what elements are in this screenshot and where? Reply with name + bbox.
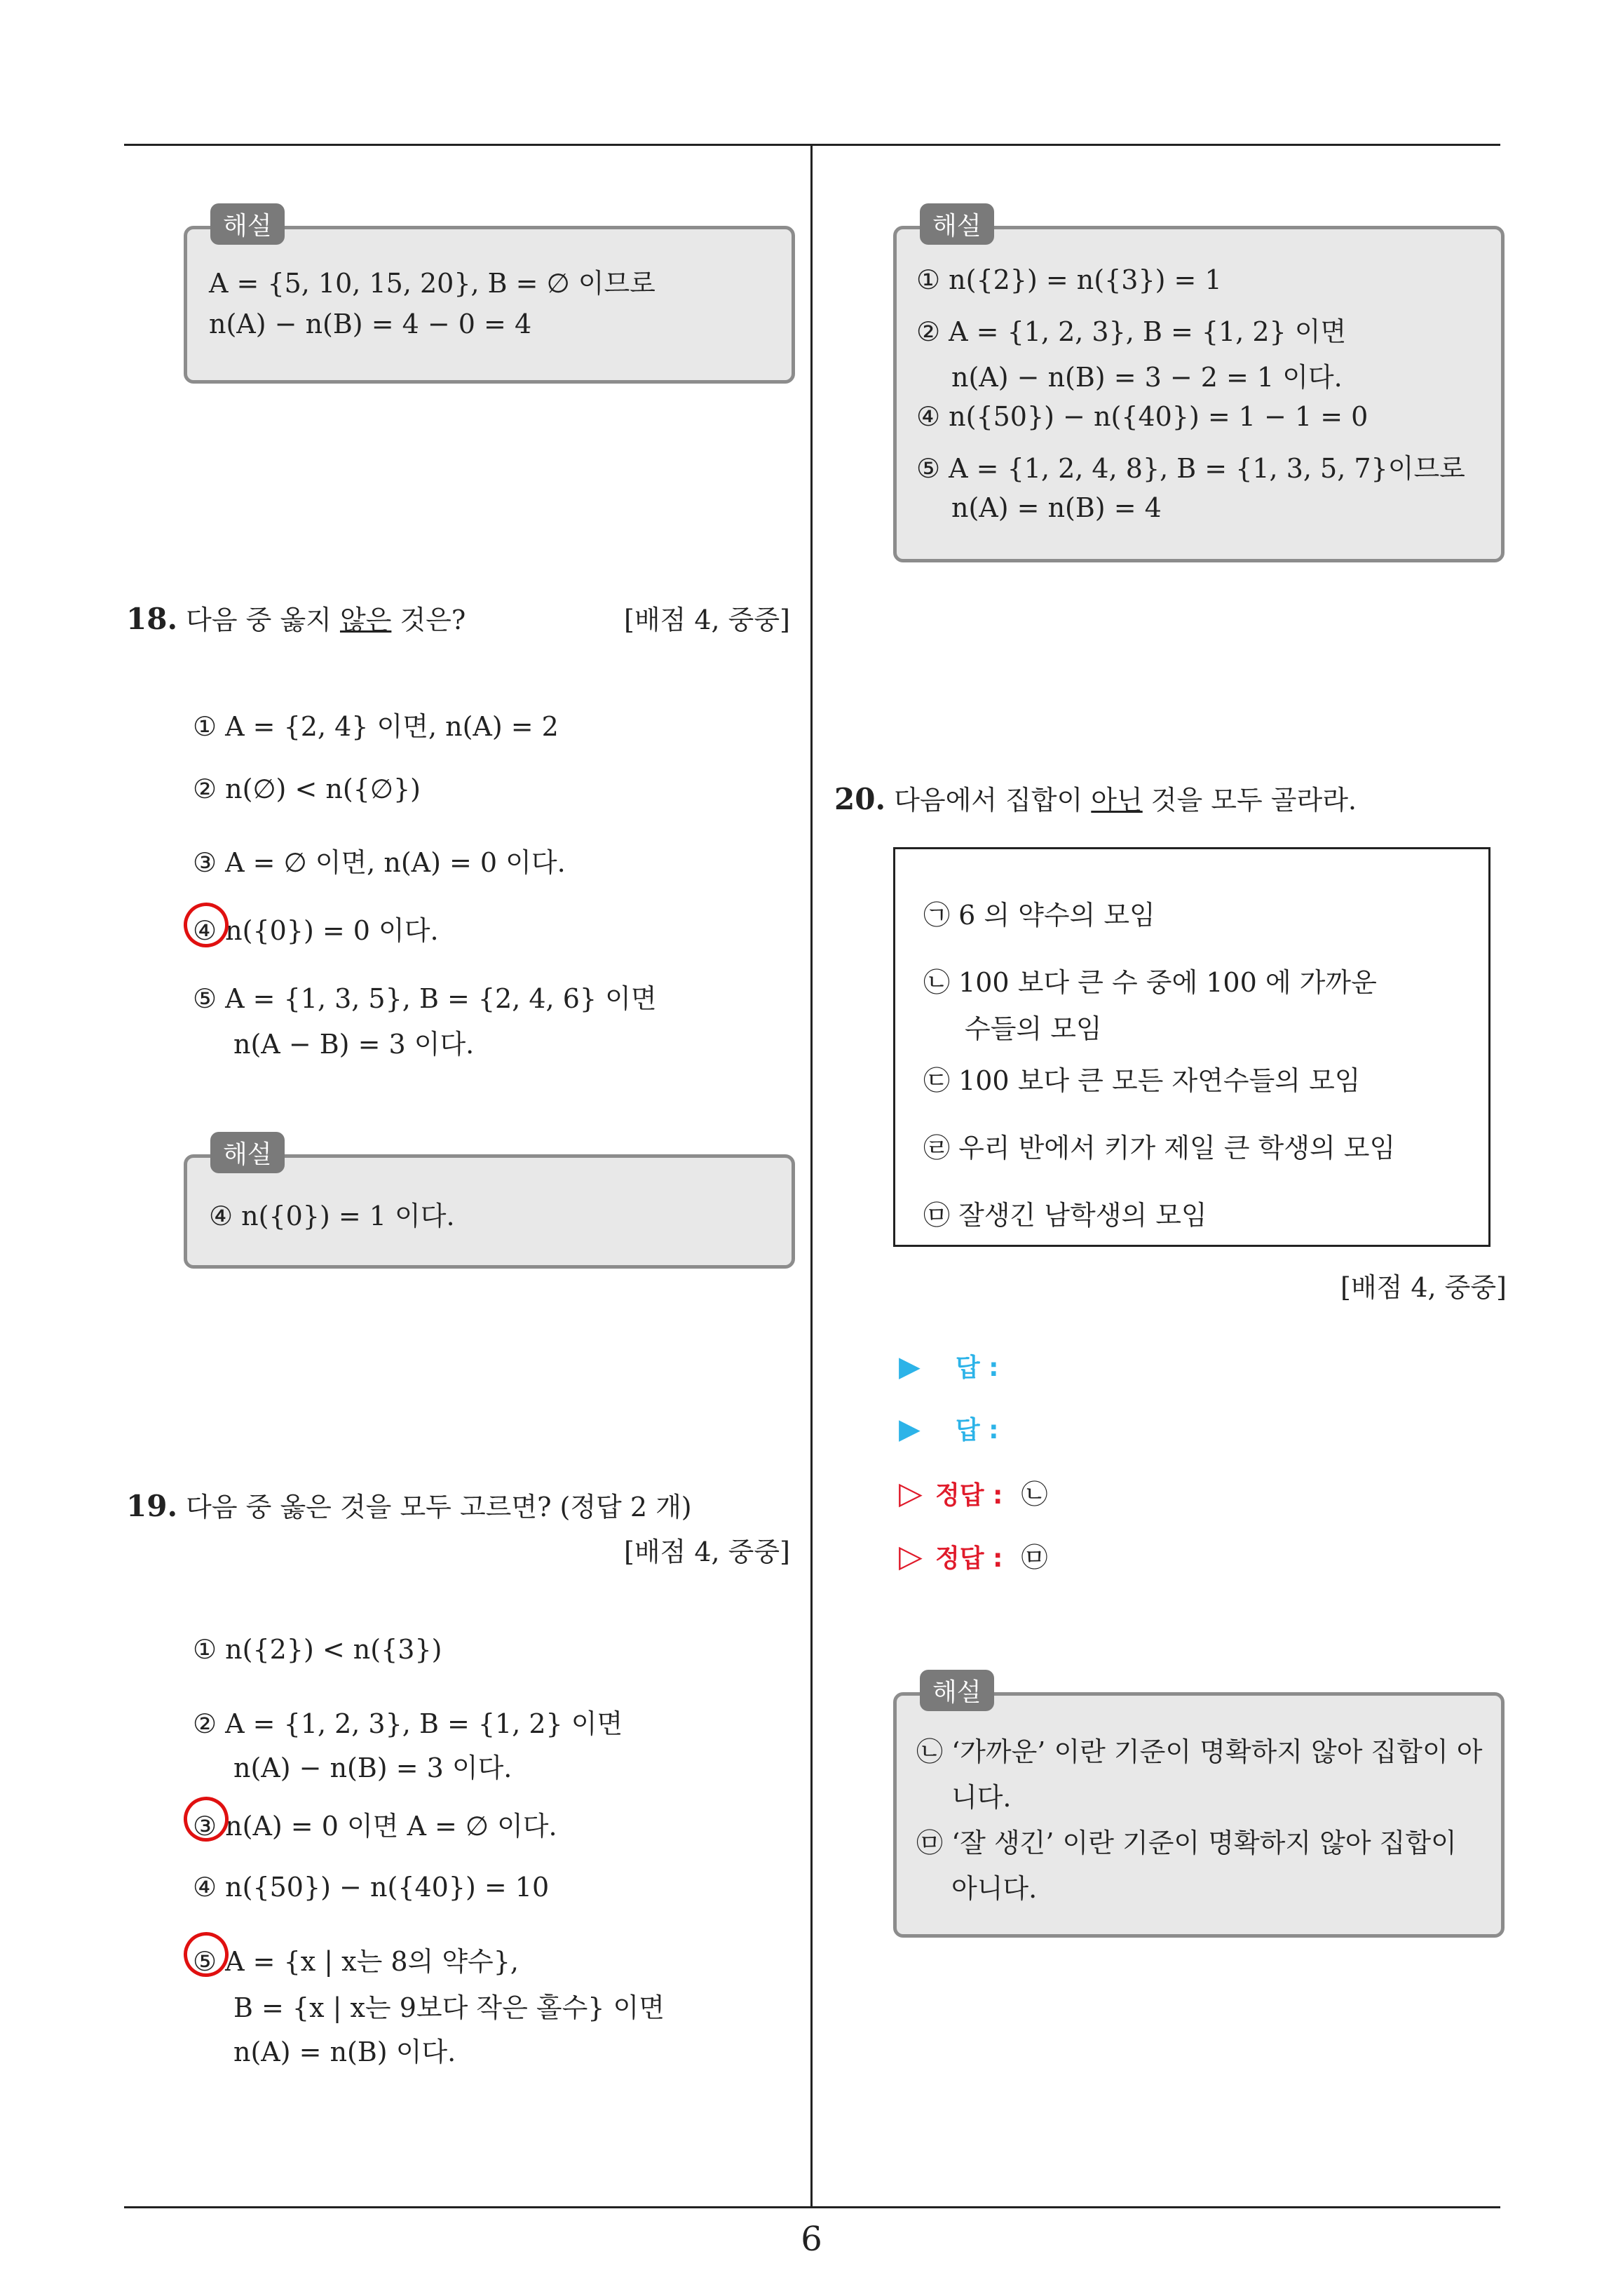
correct-answer-value: ㉤ [1021,1542,1048,1573]
q20-item-2: ㉡ 100 보다 큰 수 중에 100 에 가까운 [923,967,1377,998]
q19-number: 19. [126,1489,178,1523]
q20-stem-underlined: 아닌 [1091,785,1143,816]
q19-choice-5-cont-1: B = {x | x는 9보다 작은 홀수} 이면 [233,1992,665,2023]
q18-choice-3[interactable]: ③ A = ∅ 이면, n(A) = 0 이다. [193,847,566,878]
page-number: 6 [801,2220,822,2259]
bottom-rule [124,2206,1500,2208]
q19-solution-line-1: ① n({2}) = n({3}) = 1 [916,264,1222,295]
q20-solution-line-1: ㉡ ‘가까운’ 이란 기준이 명확하지 않아 집합이 아 [916,1736,1483,1767]
q17-solution-line-1: A = {5, 10, 15, 20}, B = ∅ 이므로 [209,268,656,299]
q18-solution-line-1: ④ n({0}) = 1 이다. [209,1201,455,1231]
q17-solution-line-2: n(A) − n(B) = 4 − 0 = 4 [209,309,532,339]
q19-stem-text: 다음 중 옳은 것을 모두 고르면? (정답 2 개) [186,1492,692,1522]
q19-solution-line-5: ⑤ A = {1, 2, 4, 8}, B = {1, 3, 5, 7}이므로 [916,453,1465,484]
q18-solution-tag: 해설 [210,1132,285,1173]
answer-line-1[interactable] [899,1348,999,1384]
answer-label: 답 : [955,1416,999,1445]
q18-stem-text-1: 다음 중 옳지 [186,605,340,635]
q18-choice-5[interactable]: ⑤ A = {1, 3, 5}, B = {2, 4, 6} 이면 [193,983,657,1014]
play-arrow-icon: ▶ [899,1413,921,1445]
q19-choice-1[interactable]: ① n({2}) < n({3}) [193,1634,442,1665]
q19-choice-3[interactable]: ③ n(A) = 0 이면 A = ∅ 이다. [193,1811,557,1842]
q17-solution-tag: 해설 [210,203,285,245]
q18-choice-4[interactable]: ④ n({0}) = 0 이다. [193,915,439,946]
play-arrow-icon: ▶ [899,1351,921,1383]
q20-item-1: ㉠ 6 의 약수의 모임 [923,900,1155,931]
outline-arrow-icon: ▷ [899,1539,923,1574]
answer-line-2[interactable] [899,1410,999,1446]
q20-solution-tag: 해설 [920,1670,994,1711]
q19-choice-5[interactable]: ⑤ A = {x | x는 8의 약수}, [193,1946,520,1977]
q19-solution-tag: 해설 [920,203,994,245]
q20-item-4: ㉣ 우리 반에서 키가 제일 큰 학생의 모임 [923,1133,1396,1163]
correct-answer-label: 정답 : [935,1544,1003,1573]
q18-points: [배점 4, 중중] [624,605,790,635]
q20-stem-text-2: 것을 모두 골라라. [1142,785,1357,816]
q19-solution-line-2: ② A = {1, 2, 3}, B = {1, 2} 이면 [916,316,1347,347]
q19-choice-2-cont: n(A) − n(B) = 3 이다. [233,1753,512,1783]
q19-stem [126,1485,692,1524]
q19-solution-line-3: n(A) − n(B) = 3 − 2 = 1 이다. [951,362,1343,393]
q19-solution-line-4: ④ n({50}) − n({40}) = 1 − 1 = 0 [916,401,1369,432]
q19-solution-line-6: n(A) = n(B) = 4 [951,492,1162,523]
correct-answer-1 [899,1473,1048,1511]
q20-item-3: ㉢ 100 보다 큰 모든 자연수들의 모임 [923,1065,1361,1096]
q19-choice-4[interactable]: ④ n({50}) − n({40}) = 10 [193,1872,550,1903]
q20-stem-text-1: 다음에서 집합이 [894,785,1092,816]
correct-answer-label: 정답 : [935,1481,1003,1510]
q20-stem [834,778,1357,817]
correct-answer-2 [899,1536,1048,1574]
q18-stem-text-2: 것은? [391,605,466,635]
q19-points: [배점 4, 중중] [624,1537,790,1567]
q18-choice-2[interactable]: ② n(∅) < n({∅}) [193,774,421,804]
q18-stem [126,598,466,637]
outline-arrow-icon: ▷ [899,1475,923,1511]
q18-stem-underlined: 않은 [339,605,392,635]
q20-solution-line-2: 니다. [951,1782,1012,1813]
column-divider [810,144,813,2206]
q20-points: [배점 4, 중중] [1340,1272,1507,1303]
q17-solution-box [184,226,795,384]
q20-solution-line-3: ㉤ ‘잘 생긴’ 이란 기준이 명확하지 않아 집합이 [916,1828,1457,1858]
q19-choice-2[interactable]: ② A = {1, 2, 3}, B = {1, 2} 이면 [193,1708,623,1739]
correct-answer-value: ㉡ [1021,1479,1048,1510]
q18-choice-1[interactable]: ① A = {2, 4} 이면, n(A) = 2 [193,711,559,742]
q19-choice-5-cont-2: n(A) = n(B) 이다. [233,2037,456,2067]
q20-number: 20. [834,782,886,816]
q20-item-2-cont: 수들의 모임 [965,1013,1102,1044]
q20-item-5: ㉤ 잘생긴 남학생의 모임 [923,1200,1207,1231]
answer-label: 답 : [955,1353,999,1382]
q20-solution-line-4: 아니다. [951,1873,1038,1904]
q18-number: 18. [126,602,178,636]
q18-choice-5-cont: n(A − B) = 3 이다. [233,1029,475,1060]
